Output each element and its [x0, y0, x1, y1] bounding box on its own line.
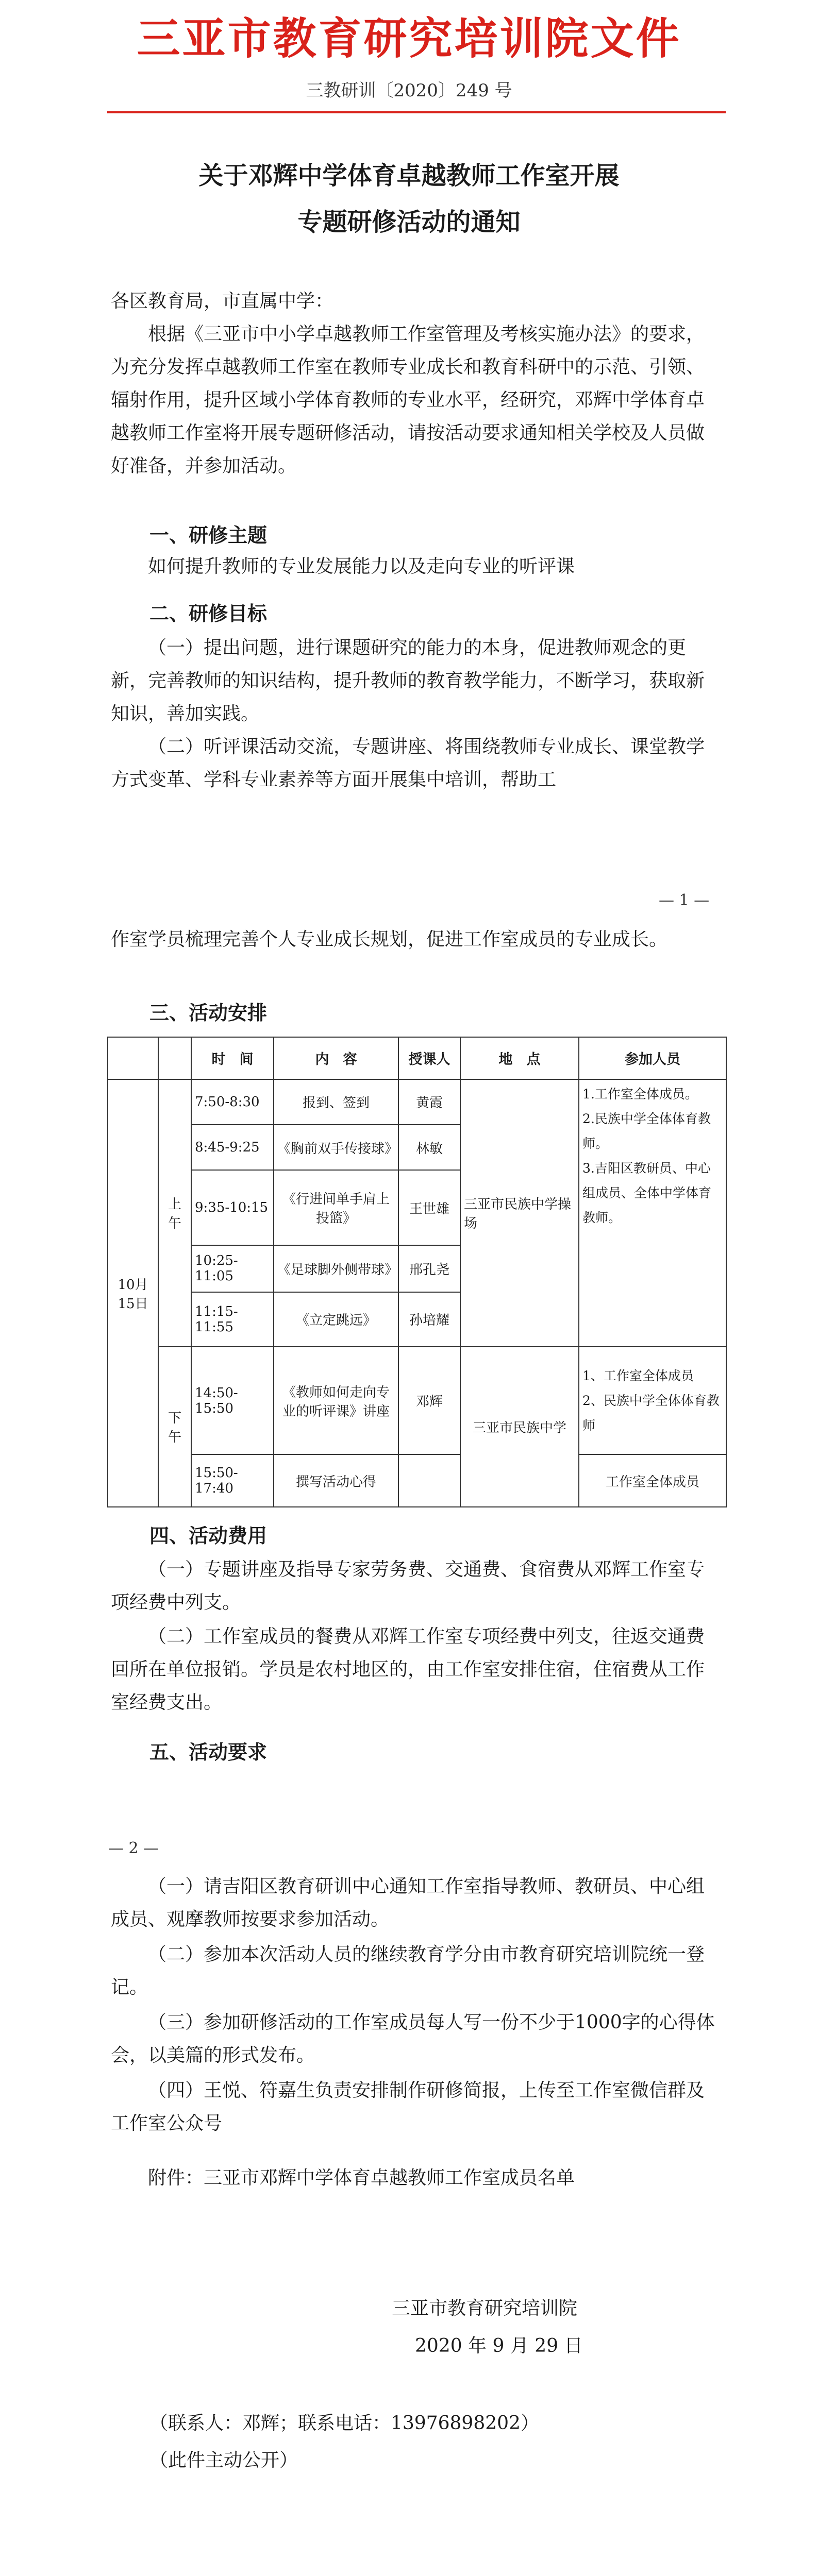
schedule-table — [107, 1037, 727, 1507]
requirement-item-1: （一）请吉阳区教育研训中心通知工作室指导教师、教研员、中心组成员、观摩教师按要求参加活动。 — [111, 1876, 705, 1930]
date-cell: 10月15日 — [108, 1079, 158, 1507]
requirement-item-4: （四）王悦、符嘉生负责安排制作研修简报，上传至工作室微信群及工作室公众号 — [111, 2080, 705, 2134]
attendee-item: 2、民族中学全体体育教师 — [582, 1393, 720, 1433]
intro-paragraph: 根据《三亚市中小学卓越教师工作室管理及考核实施办法》的要求，为充分发挥卓越教师工作室在教师专业成长和教育科研中的示范、引领、辐射作用，提升区域小学体育教师的专业水平，经研究，邓辉中学体育卓越教师工作室将开展专题研修活动，请按活动要求通知相关学校及人员做好准备，并参加活动。 — [111, 324, 705, 477]
attendee-item: 1、工作室全体成员 — [582, 1368, 694, 1383]
section2-p1: （一）提出问题，进行课题研究的能力的本身，促进教师观念的更新，完善教师的知识结构，提升教师的教育教学能力，不断学习，获取新知识，善加实践。 — [111, 637, 705, 724]
section3-heading: 三、活动安排 — [149, 1002, 268, 1024]
location-pm-cell: 三亚市民族中学 — [460, 1347, 579, 1507]
section4-p1: （一）专题讲座及指导专家劳务费、交通费、食宿费从邓辉工作室专项经费中列支。 — [111, 1559, 705, 1613]
teacher-cell: 黄霞 — [398, 1079, 460, 1125]
salutation: 各区教育局，市直属中学： — [111, 291, 334, 312]
header-location: 地 点 — [460, 1037, 579, 1079]
time-cell: 14:50-15:50 — [191, 1347, 274, 1455]
content-cell: 《立定跳远》 — [274, 1292, 398, 1347]
teacher-cell: 林敏 — [398, 1125, 460, 1170]
content-cell: 《行进间单手肩上投篮》 — [274, 1170, 398, 1245]
attachment-line: 附件：三亚市邓辉中学体育卓越教师工作室成员名单 — [148, 2167, 575, 2189]
teacher-cell: 孙培耀 — [398, 1292, 460, 1347]
teacher-cell — [398, 1454, 460, 1507]
content-cell: 报到、签到 — [274, 1079, 398, 1125]
contact-line: （联系人：邓辉；联系电话：13976898202） — [149, 2413, 539, 2434]
attendee-item: 1.工作室全体成员。 — [582, 1086, 698, 1101]
page-number-1: — 1 — — [659, 891, 710, 909]
table-row — [108, 1347, 726, 1455]
section2-heading: 二、研修目标 — [149, 602, 268, 625]
notice-title-line2: 专题研修活动的通知 — [297, 208, 521, 236]
header-time: 时 间 — [191, 1037, 274, 1079]
signature-org: 三亚市教育研究培训院 — [392, 2298, 578, 2319]
header-content: 内 容 — [274, 1037, 398, 1079]
org-title: 三亚市教育研究培训院文件 — [137, 13, 681, 64]
content-cell: 《教师如何走向专业的听评课》讲座 — [274, 1347, 398, 1455]
header-teacher: 授课人 — [398, 1037, 460, 1079]
requirement-item-2: （二）参加本次活动人员的继续教育学分由市教育研究培训院统一登记。 — [111, 1944, 705, 1998]
table-row — [108, 1079, 726, 1125]
red-divider — [107, 111, 726, 113]
morning-cell: 上午 — [158, 1079, 191, 1347]
notice-title-line1: 关于邓辉中学体育卓越教师工作室开展 — [198, 161, 620, 190]
section5-heading: 五、活动要求 — [149, 1741, 268, 1764]
teacher-cell: 邓辉 — [398, 1347, 460, 1455]
public-note: （此件主动公开） — [149, 2450, 298, 2471]
signature-date: 2020 年 9 月 29 日 — [415, 2335, 583, 2357]
teacher-cell: 王世雄 — [398, 1170, 460, 1245]
time-cell: 7:50-8:30 — [191, 1079, 274, 1125]
attendee-item: 2.民族中学全体体育教师。 — [582, 1111, 711, 1151]
content-cell: 《胸前双手传接球》 — [274, 1125, 398, 1170]
section1-text: 如何提升教师的专业发展能力以及走向专业的听评课 — [148, 556, 575, 577]
content-cell: 撰写活动心得 — [274, 1454, 398, 1507]
requirement-item-3: （三）参加研修活动的工作室成员每人写一份不少于1000字的心得体会，以美篇的形式发布。 — [111, 2012, 715, 2066]
time-cell: 8:45-9:25 — [191, 1125, 274, 1170]
time-cell: 11:15-11:55 — [191, 1292, 274, 1347]
content-cell: 《足球脚外侧带球》 — [274, 1245, 398, 1292]
table-header-row — [108, 1037, 726, 1079]
time-cell: 15:50-17:40 — [191, 1454, 274, 1507]
afternoon-cell: 下午 — [158, 1347, 191, 1507]
teacher-cell: 邢孔尧 — [398, 1245, 460, 1292]
location-am-cell: 三亚市民族中学操场 — [460, 1079, 579, 1347]
header-attendees: 参加人员 — [579, 1037, 726, 1079]
time-cell: 10:25-11:05 — [191, 1245, 274, 1292]
section2-p2-part2: 作室学员梳理完善个人专业成长规划，促进工作室成员的专业成长。 — [111, 929, 668, 950]
table-row — [108, 1454, 726, 1507]
section4-p2: （二）工作室成员的餐费从邓辉工作室专项经费中列支，往返交通费回所在单位报销。学员是农村地区的，由工作室安排住宿，住宿费从工作室经费支出。 — [111, 1626, 705, 1713]
page-number-2: — 2 — — [108, 1839, 159, 1857]
attendees-am-cell — [579, 1079, 726, 1347]
attendees-last-cell: 工作室全体成员 — [579, 1454, 726, 1507]
time-cell: 9:35-10:15 — [191, 1170, 274, 1245]
attendee-item: 3.吉阳区教研员、中心组成员、全体中学体育教师。 — [582, 1160, 712, 1225]
section2-p2-part1: （二）听评课活动交流，专题讲座、将围绕教师专业成长、课堂教学方式变革、学科专业素养等方面开展集中培训，帮助工 — [111, 736, 705, 790]
section4-heading: 四、活动费用 — [149, 1524, 268, 1547]
doc-number: 三教研训〔2020〕249 号 — [306, 80, 512, 101]
section1-heading: 一、研修主题 — [149, 524, 268, 547]
attendees-pm-cell — [579, 1347, 726, 1455]
